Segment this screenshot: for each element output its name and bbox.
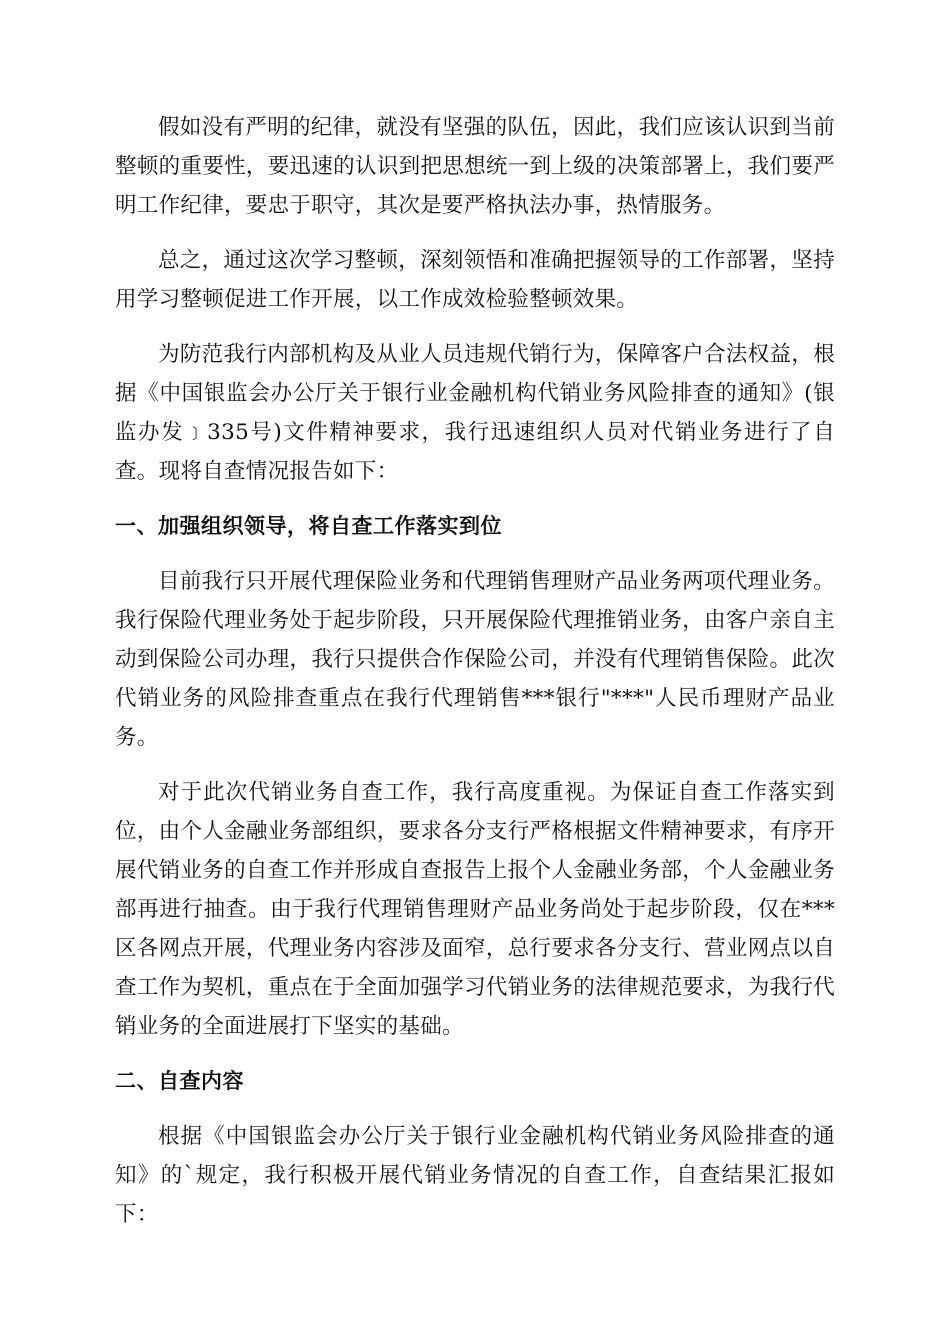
paragraph-self-inspection: 对于此次代销业务自查工作，我行高度重视。为保证自查工作落实到位，由个人金融业务部组织，要求各分支行严格根据文件精神要求，有序开展代销业务的自查工作并形成自查报告上报个人金融业务部，个人金融业务部再进行抽查。由于我行代理销售理财产品业务尚处于起步阶段，仅在***区各网点开展，代理业务内容涉及面窄，总行要求各分支行、营业网点以自查工作为契机，重点在于全面加强学习代销业务的法律规范要求，为我行代销业务的全面进展打下坚实的基础。	[115, 780, 835, 1039]
document-page	[115, 108, 835, 1234]
paragraph-intro: 为防范我行内部机构及从业人员违规代销行为，保障客户合法权益，根据《中国银监会办公厅关于银行业金融机构代销业务风险排查的通知》(银监办发﹞335号)文件精神要求，我行迅速组织人员对代销业务进行了自查。现将自查情况报告如下：	[115, 342, 835, 484]
section-heading-1: 一、加强组织领导，将自查工作落实到位	[115, 514, 502, 538]
paragraph-business-scope: 目前我行只开展代理保险业务和代理销售理财产品业务两项代理业务。我行保险代理业务处于起步阶段，只开展保险代理推销业务，由客户亲自主动到保险公司办理，我行只提供合作保险公司，并没有代理销售保险。此次代销业务的风险排查重点在我行代理销售***银行"***"人民币理财产品业务。	[115, 569, 835, 750]
paragraph-discipline: 假如没有严明的纪律，就没有坚强的队伍，因此，我们应该认识到当前整顿的重要性，要迅速的认识到把思想统一到上级的决策部署上，我们要严明工作纪律，要忠于职守，其次是要严格执法办事，热情服务。	[115, 115, 835, 218]
section-heading-2: 二、自查内容	[115, 1069, 244, 1093]
paragraph-summary: 总之，通过这次学习整顿，深刻领悟和准确把握领导的工作部署，坚持用学习整顿促进工作开展，以工作成效检验整顿效果。	[115, 248, 835, 312]
paragraph-results: 根据《中国银监会办公厅关于银行业金融机构代销业务风险排查的通知》的`规定，我行积极开展代销业务情况的自查工作，自查结果汇报如下：	[115, 1124, 835, 1227]
